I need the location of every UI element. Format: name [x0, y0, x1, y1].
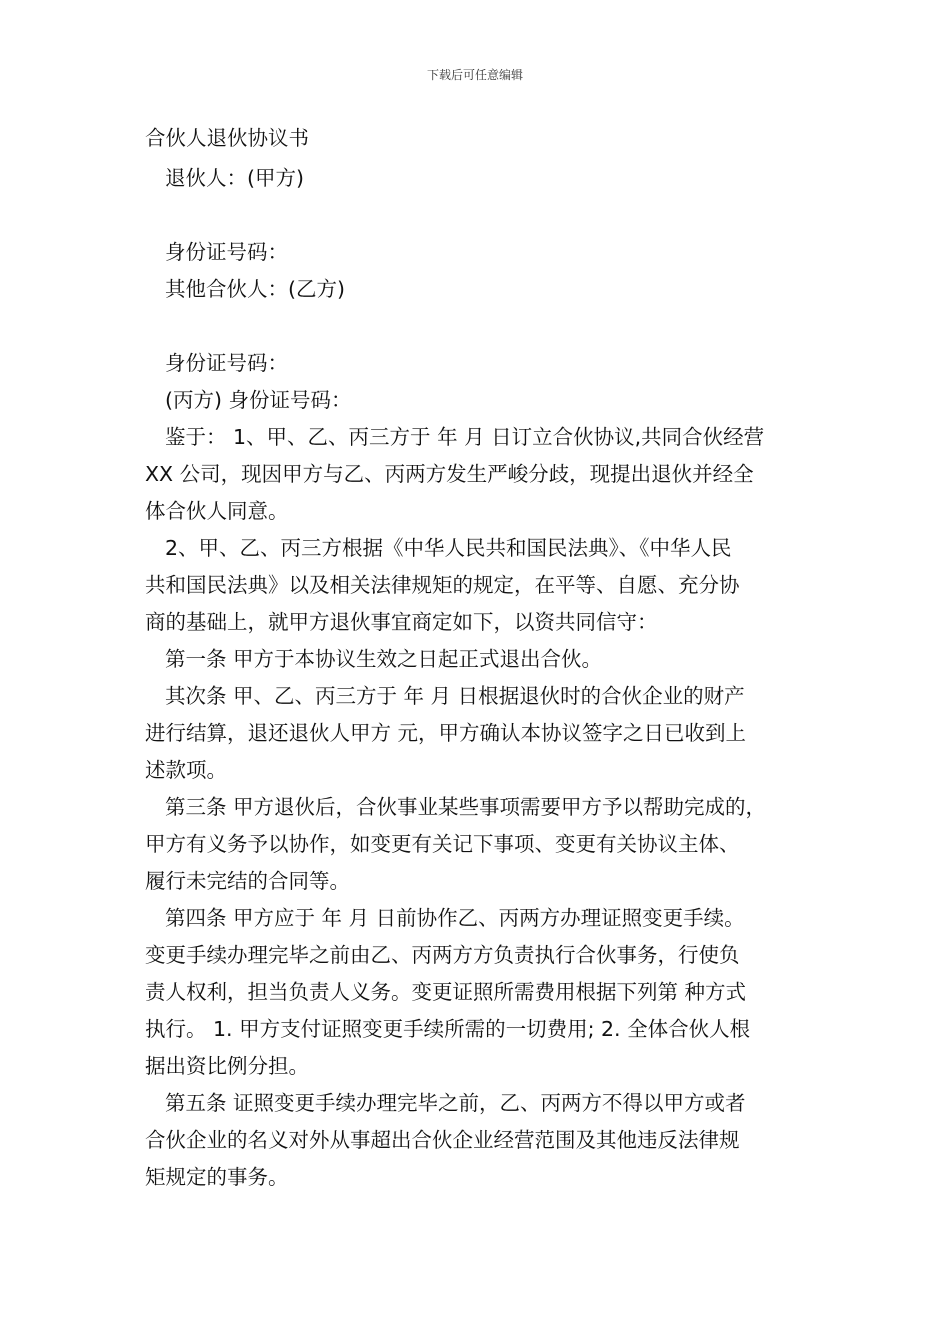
- clause-paragraph: [145, 530, 825, 641]
- document-title: 合伙人退伙协议书: [145, 126, 309, 150]
- clause-line: 体合伙人同意。: [145, 499, 289, 523]
- clause-line: 第四条 甲方应于 年 月 日前协作乙、丙两方办理证照变更手续。: [165, 906, 745, 930]
- clause-line: XX 公司，现因甲方与乙、丙两方发生严峻分歧，现提出退伙并经全: [145, 462, 754, 486]
- clause-line: 据出资比例分担。: [145, 1054, 309, 1078]
- clause-line: 责人权利，担当负责人义务。变更证照所需费用根据下列第 种方式: [145, 980, 747, 1004]
- clause-paragraph: [145, 641, 825, 678]
- document-body: [145, 124, 825, 1196]
- clause-line: 第一条 甲方于本协议生效之日起正式退出合伙。: [165, 647, 603, 671]
- clause-line: 矩规定的事务。: [145, 1165, 289, 1189]
- page-header-note: 下载后可任意编辑: [426, 68, 523, 82]
- clause-line: 其次条 甲、乙、丙三方于 年 月 日根据退伙时的合伙企业的财产: [165, 684, 745, 708]
- party-c-label: (丙方) 身份证号码：: [165, 388, 352, 412]
- party-a-id-label: 身份证号码：: [165, 240, 288, 264]
- clause-line: 变更手续办理完毕之前由乙、丙两方方负责执行合伙事务，行使负: [145, 943, 740, 967]
- clause-line: 履行未完结的合同等。: [145, 869, 350, 893]
- clause-paragraph: [145, 900, 825, 1085]
- clauses-container: [145, 419, 825, 1196]
- party-a-label: 退伙人：(甲方): [165, 166, 304, 190]
- clause-paragraph: [145, 1085, 825, 1196]
- party-b-label: 其他合伙人：(乙方): [165, 277, 345, 301]
- clause-paragraph: [145, 789, 825, 900]
- clause-line: 进行结算，退还退伙人甲方 元，甲方确认本协议签字之日已收到上: [145, 721, 747, 745]
- party-b-id-label: 身份证号码：: [165, 351, 288, 375]
- clause-line: 共和国民法典》以及相关法律规矩的规定，在平等、自愿、充分协: [145, 573, 740, 597]
- clause-line: 第五条 证照变更手续办理完毕之前，乙、丙两方不得以甲方或者: [165, 1091, 746, 1115]
- blank-line: [145, 197, 825, 234]
- clause-line: 甲方有义务予以协作，如变更有关记下事项、变更有关协议主体、: [145, 832, 740, 856]
- clause-paragraph: [145, 678, 825, 789]
- clause-line: 述款项。: [145, 758, 227, 782]
- clause-line: 合伙企业的名义对外从事超出合伙企业经营范围及其他违反法律规: [145, 1128, 740, 1152]
- clause-paragraph: [145, 419, 825, 530]
- clause-line: 第三条 甲方退伙后，合伙事业某些事项需要甲方予以帮助完成的，: [165, 795, 767, 819]
- clause-line: 2、甲、乙、丙三方根据《中华人民共和国民法典》、《中华人民: [165, 536, 732, 560]
- blank-line: [145, 308, 825, 345]
- clause-line: 执行。 1. 甲方支付证照变更手续所需的一切费用; 2. 全体合伙人根: [145, 1017, 751, 1041]
- clause-line: 商的基础上，就甲方退伙事宜商定如下，以资共同信守：: [145, 610, 658, 634]
- clause-line: 鉴于： 1、甲、乙、丙三方于 年 月 日订立合伙协议,共同合伙经营: [165, 425, 765, 449]
